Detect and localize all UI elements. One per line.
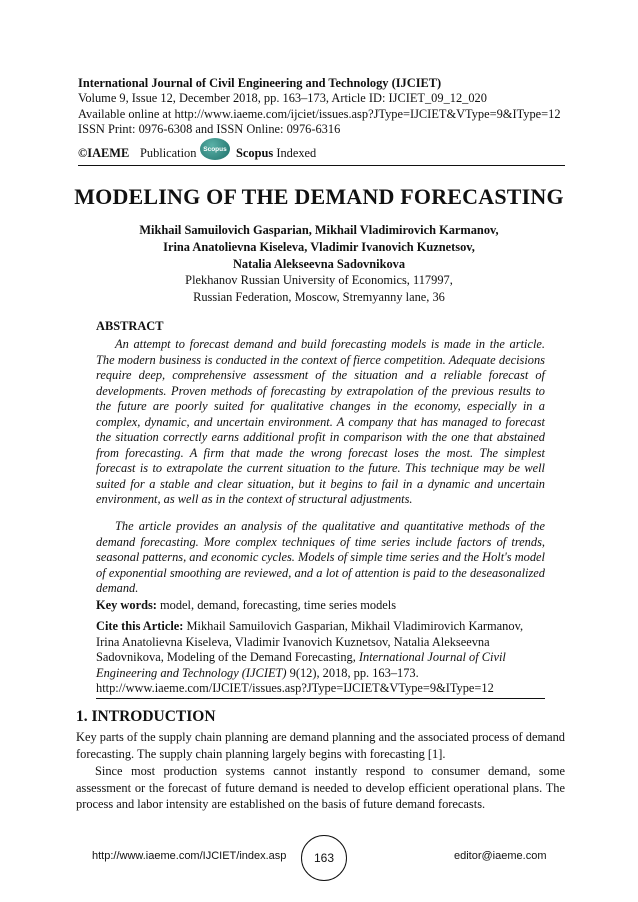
body-paragraph: Key parts of the supply chain planning are demand planning and the associated process of demand forecasting. The supply chain planning largely begins with forecasting [1]. [76, 730, 565, 761]
footer-email-link[interactable]: editor@iaeme.com [454, 850, 547, 862]
indexed-label: Indexed [276, 146, 317, 160]
cite-journal: International Journal of Civil Engineering and Technology (IJCIET) [96, 650, 506, 680]
scopus-label: Scopus [236, 146, 274, 160]
keywords [96, 598, 396, 613]
cite-text: Mikhail Samuilovich Gasparian, Mikhail Vladimirovich Karmanov, Irina Anatolievna Kiseleva, Vladimir Ivanovich Kuznetsov, Natalia Alekseevna Sadovnikova, Modeling of the Demand Forecasting, [96, 619, 524, 665]
author-line: Natalia Alekseevna Sadovnikova [232, 257, 406, 271]
header-divider [78, 165, 565, 166]
publication-label: Publication [140, 146, 197, 160]
affiliation-line: Russian Federation, Moscow, Stremyanny lane, 36 [193, 290, 445, 304]
keywords-label: Key words: [96, 598, 157, 612]
journal-title: International Journal of Civil Engineering and Technology (IJCIET) [78, 76, 442, 90]
abstract-paragraph: The article provides an analysis of the qualitative and quantitative methods of the demand forecasting. More complex techniques of time series include factors of trends, seasonal patterns, and economic cycles. Models of simple time series and the Holt's model of exponential smoothing are reviewed, and a lot of attention is paid to the deseasonalized demand. [96, 519, 545, 595]
cite-url-link[interactable]: http://www.iaeme.com/IJCIET/issues.asp?JType=IJCIET&VType=9&IType=12 [96, 681, 545, 699]
scopus-indexed [236, 146, 316, 161]
issn-line: ISSN Print: 0976-6308 and ISSN Online: 0976-6316 [78, 122, 341, 137]
author-line: Irina Anatolievna Kiseleva, Vladimir Ivanovich Kuznetsov, [163, 240, 475, 254]
cite-label: Cite this Article: [96, 619, 184, 633]
cite-this-article [96, 619, 545, 699]
volume-line: Volume 9, Issue 12, December 2018, pp. 163–173, Article ID: IJCIET_09_12_020 [78, 91, 487, 106]
affiliation [60, 272, 578, 306]
iaeme-label: ©IAEME [78, 146, 130, 160]
publisher-row [78, 138, 565, 166]
abstract-paragraph: An attempt to forecast demand and build forecasting models is made in the article. The modern business is conducted in the context of fierce competition. Adequate decisions require deep, comprehensive assessment of the situation and a reliable forecast of developments. Proven methods of forecasting by extrapolation of the previous results to the future are poorly suited for qualitative changes in the economy, especially in a complex, dynamic, and uncertain environment. A company that has managed to forecast the situation correctly earns additional profit in comparison with the one that abstained from forecasting. A firm that made the wrong forecast loses the most. The simplest forecast is to extrapolate the current situation to the future. This technique may be well suited for a stable and clear situation, but it begins to fail in a dynamic and uncertain environment, as well as in the context of structural adjustments. [96, 337, 545, 506]
page-number: 163 [301, 835, 347, 881]
author-line: Mikhail Samuilovich Gasparian, Mikhail Vladimirovich Karmanov, [139, 223, 499, 237]
abstract-heading: ABSTRACT [96, 319, 164, 333]
footer-url-link[interactable]: http://www.iaeme.com/IJCIET/index.asp [92, 850, 287, 862]
affiliation-line: Plekhanov Russian University of Economics, 117997, [185, 273, 453, 287]
scopus-logo-icon: Scopus [200, 138, 230, 160]
available-online-line: Available online at http://www.iaeme.com/ijciet/issues.asp?JType=IJCIET&VType=9&IType=12 [78, 106, 561, 121]
section-heading: 1. INTRODUCTION [76, 708, 216, 725]
journal-header [78, 76, 565, 138]
paper-title: MODELING OF THE DEMAND FORECASTING [74, 184, 564, 209]
cite-tail: 9(12), 2018, pp. 163–173. [289, 665, 419, 680]
body-paragraph: Since most production systems cannot instantly respond to consumer demand, some assessment or the forecast of future demand is needed to develop efficient operational plans. The process and labor intensity are established on the basis of future demand forecasts. [76, 764, 565, 812]
keywords-text: model, demand, forecasting, time series models [160, 598, 397, 612]
authors [60, 222, 578, 273]
